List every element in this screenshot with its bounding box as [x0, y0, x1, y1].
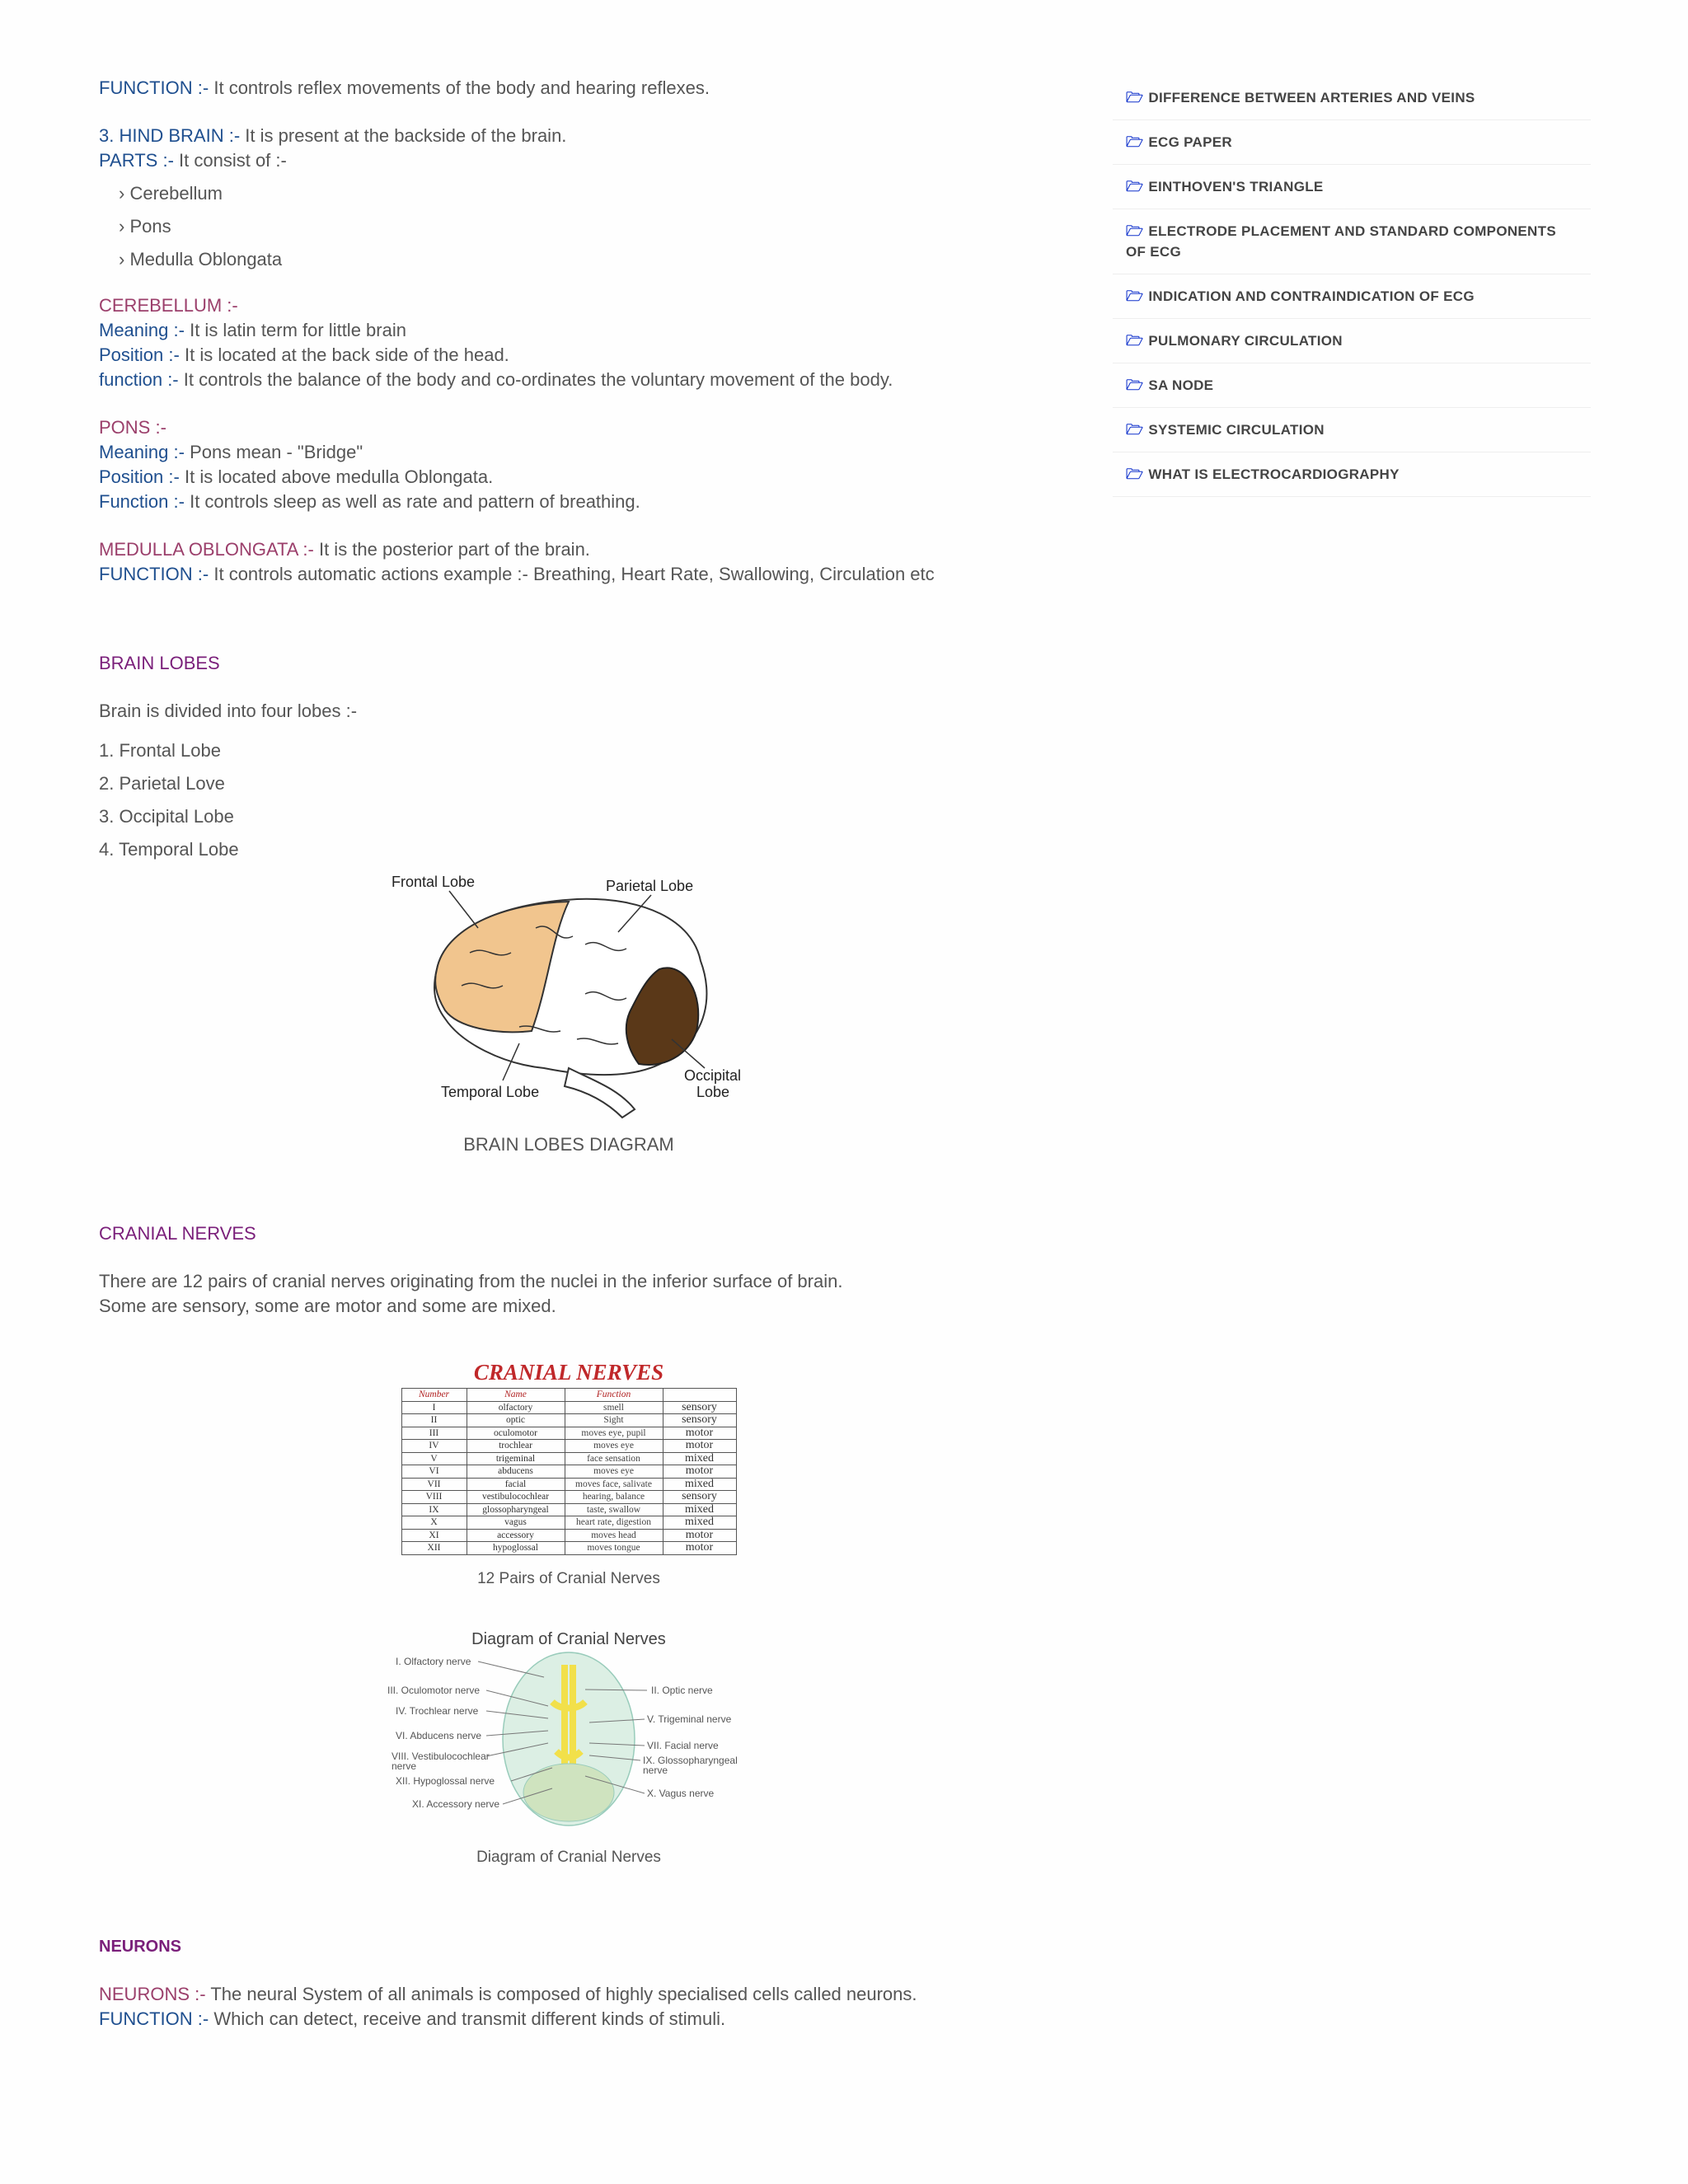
table-cell: accessory — [467, 1529, 565, 1542]
left-labels — [387, 1656, 499, 1810]
nerve-label: XI. Accessory nerve — [412, 1797, 500, 1810]
parts-line: PARTS :- It consist of :- — [99, 150, 287, 171]
nerve-label: VI. Abducens nerve — [396, 1729, 482, 1741]
frontal-lobe-label: Frontal Lobe — [392, 874, 476, 890]
table-cell: facial — [467, 1478, 565, 1491]
table-cell: sensory — [663, 1401, 736, 1414]
table-row — [401, 1542, 736, 1555]
cranial-nerves-heading: CRANIAL NERVES — [99, 1223, 256, 1244]
sidebar-item-pulmonary[interactable]: 🗁 PULMONARY CIRCULATION — [1113, 319, 1591, 363]
list-item: 1. Frontal Lobe — [99, 740, 221, 761]
neurons-text: NEURONS :- The neural System of all animals is composed of highly specialised cells called neurons. — [99, 1983, 917, 2004]
cerebellum-function: function :- It controls the balance of the body and co-ordinates the voluntary movement of the body. — [99, 369, 893, 390]
table-cell: hearing, balance — [565, 1491, 663, 1504]
table-cell: taste, swallow — [565, 1503, 663, 1516]
table-cell: trochlear — [467, 1440, 565, 1453]
medulla-intro: MEDULLA OBLONGATA :- It is the posterior part of the brain. — [99, 539, 590, 560]
nerve-label: IV. Trochlear nerve — [396, 1704, 479, 1717]
table-row — [401, 1427, 736, 1440]
cranial-nerves-diagram-figure — [99, 1628, 1039, 1870]
cerebellum-position: Position :- It is located at the back side of the head. — [99, 344, 509, 365]
temporal-lobe-label: Temporal Lobe — [441, 1084, 540, 1100]
table-cell: VIII — [401, 1491, 467, 1504]
nerve-label: I. Olfactory nerve — [396, 1655, 471, 1667]
list-item: › Cerebellum — [119, 183, 223, 204]
table-cell: IV — [401, 1440, 467, 1453]
pons-function: Function :- It controls sleep as well as rate and pattern of breathing. — [99, 491, 640, 512]
cranial-nerves-table-title: CRANIAL NERVES — [473, 1360, 664, 1385]
table-cell: IX — [401, 1503, 467, 1516]
folder-icon: 🗁 — [1126, 422, 1144, 438]
occipital-lobe-label-2: Lobe — [696, 1084, 730, 1100]
table-cell: XII — [401, 1542, 467, 1555]
cranial-nerves-diagram-caption: Diagram of Cranial Nerves — [476, 1848, 661, 1866]
folder-icon: 🗁 — [1126, 134, 1144, 150]
cranial-nerves-text-1: There are 12 pairs of cranial nerves originating from the nuclei in the inferior surface of brain. — [99, 1271, 843, 1291]
table-cell: V — [401, 1452, 467, 1465]
folder-icon: 🗁 — [1126, 223, 1144, 239]
sidebar-post-list — [1113, 76, 1591, 497]
table-cell: face sensation — [565, 1452, 663, 1465]
list-item: › Pons — [119, 216, 171, 237]
table-header: Function — [565, 1389, 663, 1402]
nerve-label: IX. Glossopharyngeal — [643, 1754, 738, 1766]
nerve-label: II. Optic nerve — [651, 1684, 713, 1696]
pons-position: Position :- It is located above medulla Oblongata. — [99, 466, 494, 487]
table-cell: VII — [401, 1478, 467, 1491]
parietal-lobe-label: Parietal Lobe — [606, 878, 694, 894]
sidebar-item-electrode-placement[interactable]: 🗁 ELECTRODE PLACEMENT AND STANDARD COMPONENTS OF ECG — [1113, 209, 1591, 274]
folder-icon: 🗁 — [1126, 179, 1144, 194]
table-cell: motor — [663, 1440, 736, 1453]
table-cell: moves eye — [565, 1440, 663, 1453]
folder-icon: 🗁 — [1126, 333, 1144, 349]
table-cell: mixed — [663, 1516, 736, 1530]
table-row — [401, 1401, 736, 1414]
table-row — [401, 1529, 736, 1542]
brain-lobes-heading: BRAIN LOBES — [99, 653, 220, 673]
table-row — [401, 1516, 736, 1530]
brain-lobes-caption: BRAIN LOBES DIAGRAM — [463, 1134, 674, 1155]
nerve-label: nerve — [643, 1764, 668, 1776]
nerve-label: III. Oculomotor nerve — [387, 1684, 481, 1696]
cranial-nerves-diagram — [387, 1628, 750, 1834]
occipital-lobe-label: Occipital — [684, 1067, 742, 1084]
hind-brain-intro: 3. HIND BRAIN :- It is present at the backside of the brain. — [99, 125, 567, 146]
pons-title: PONS :- — [99, 417, 166, 438]
cranial-nerves-table — [401, 1388, 737, 1555]
table-header: Number — [401, 1389, 467, 1402]
brain-lobes-figure — [99, 870, 1039, 1157]
sidebar-item-systemic[interactable]: 🗁 SYSTEMIC CIRCULATION — [1113, 408, 1591, 452]
table-row — [401, 1491, 736, 1504]
table-header: Name — [467, 1389, 565, 1402]
midbrain-function: FUNCTION :- It controls reflex movements of the body and hearing reflexes. — [99, 77, 710, 98]
table-row — [401, 1414, 736, 1427]
brain-lobes-diagram — [387, 870, 750, 1126]
sidebar-item-indication-ecg[interactable]: 🗁 INDICATION AND CONTRAINDICATION OF ECG — [1113, 274, 1591, 319]
table-cell: motor — [663, 1427, 736, 1440]
hind-brain-parts-list — [99, 181, 1039, 272]
list-item: 2. Parietal Love — [99, 773, 225, 794]
table-cell: motor — [663, 1465, 736, 1479]
table-header — [663, 1389, 736, 1402]
sidebar-item-arteries-veins[interactable]: 🗁 DIFFERENCE BETWEEN ARTERIES AND VEINS — [1113, 76, 1591, 120]
table-cell: heart rate, digestion — [565, 1516, 663, 1530]
table-cell: moves face, salivate — [565, 1478, 663, 1491]
table-cell: mixed — [663, 1503, 736, 1516]
table-cell: vestibulocochlear — [467, 1491, 565, 1504]
list-item: › Medulla Oblongata — [119, 249, 283, 269]
diagram-title: Diagram of Cranial Nerves — [471, 1629, 666, 1648]
table-cell: hypoglossal — [467, 1542, 565, 1555]
cranial-nerves-table-body — [401, 1401, 736, 1554]
nerve-label: XII. Hypoglossal nerve — [396, 1774, 495, 1787]
article-content — [99, 76, 1039, 2032]
folder-icon: 🗁 — [1126, 288, 1144, 304]
table-cell: VI — [401, 1465, 467, 1479]
sidebar-item-ecg-paper[interactable]: 🗁 ECG PAPER — [1113, 120, 1591, 165]
pons-meaning: Meaning :- Pons mean - "Bridge" — [99, 442, 363, 462]
list-item: 3. Occipital Lobe — [99, 806, 234, 827]
table-row — [401, 1503, 736, 1516]
cerebellum-meaning: Meaning :- It is latin term for little brain — [99, 320, 406, 340]
table-header-row — [401, 1389, 736, 1402]
table-cell: XI — [401, 1529, 467, 1542]
table-cell: glossopharyngeal — [467, 1503, 565, 1516]
cranial-nerves-text-2: Some are sensory, some are motor and some are mixed. — [99, 1296, 556, 1316]
table-cell: mixed — [663, 1478, 736, 1491]
table-row — [401, 1465, 736, 1479]
table-row — [401, 1440, 736, 1453]
table-cell: sensory — [663, 1491, 736, 1504]
nerve-label: V. Trigeminal nerve — [647, 1713, 732, 1725]
table-cell: X — [401, 1516, 467, 1530]
table-cell: moves eye, pupil — [565, 1427, 663, 1440]
table-cell: moves head — [565, 1529, 663, 1542]
table-cell: sensory — [663, 1414, 736, 1427]
table-cell: moves tongue — [565, 1542, 663, 1555]
table-cell: motor — [663, 1542, 736, 1555]
table-row — [401, 1478, 736, 1491]
cranial-nerves-table-figure — [99, 1360, 1039, 1591]
function-label: FUNCTION — [99, 77, 193, 98]
neurons-function: FUNCTION :- Which can detect, receive and transmit different kinds of stimuli. — [99, 2008, 726, 2029]
table-cell: optic — [467, 1414, 565, 1427]
sidebar-item-einthoven[interactable]: 🗁 EINTHOVEN'S TRIANGLE — [1113, 165, 1591, 209]
nerve-label: nerve — [392, 1760, 417, 1772]
table-cell: vagus — [467, 1516, 565, 1530]
table-cell: mixed — [663, 1452, 736, 1465]
sidebar-item-sa-node[interactable]: 🗁 SA NODE — [1113, 363, 1591, 408]
table-cell: abducens — [467, 1465, 565, 1479]
list-item: 4. Temporal Lobe — [99, 839, 239, 860]
table-cell: motor — [663, 1529, 736, 1542]
table-cell: Sight — [565, 1414, 663, 1427]
table-row — [401, 1452, 736, 1465]
folder-icon: 🗁 — [1126, 466, 1144, 482]
folder-icon: 🗁 — [1126, 377, 1144, 393]
table-cell: olfactory — [467, 1401, 565, 1414]
cerebellum-title: CEREBELLUM :- — [99, 295, 238, 316]
nerve-label: VII. Facial nerve — [647, 1739, 719, 1751]
neurons-heading: NEURONS — [99, 1937, 182, 1956]
brain-lobes-intro: Brain is divided into four lobes :- — [99, 701, 358, 721]
nerve-label: X. Vagus nerve — [647, 1787, 715, 1799]
table-cell: trigeminal — [467, 1452, 565, 1465]
table-cell: II — [401, 1414, 467, 1427]
brain-lobes-list — [99, 738, 1039, 862]
table-cell: smell — [565, 1401, 663, 1414]
table-cell: III — [401, 1427, 467, 1440]
table-cell: oculomotor — [467, 1427, 565, 1440]
sidebar-item-what-is-ecg[interactable]: 🗁 WHAT IS ELECTROCARDIOGRAPHY — [1113, 452, 1591, 497]
folder-icon: 🗁 — [1126, 90, 1144, 105]
right-labels — [643, 1685, 738, 1799]
table-cell: I — [401, 1401, 467, 1414]
nerve-label: VIII. Vestibulocochlear — [392, 1750, 490, 1762]
frontal-pointer — [449, 891, 478, 928]
cranial-nerves-table-caption: 12 Pairs of Cranial Nerves — [477, 1569, 660, 1587]
medulla-function: FUNCTION :- It controls automatic actions example :- Breathing, Heart Rate, Swallowing, Circulation etc — [99, 564, 935, 584]
table-cell: moves eye — [565, 1465, 663, 1479]
